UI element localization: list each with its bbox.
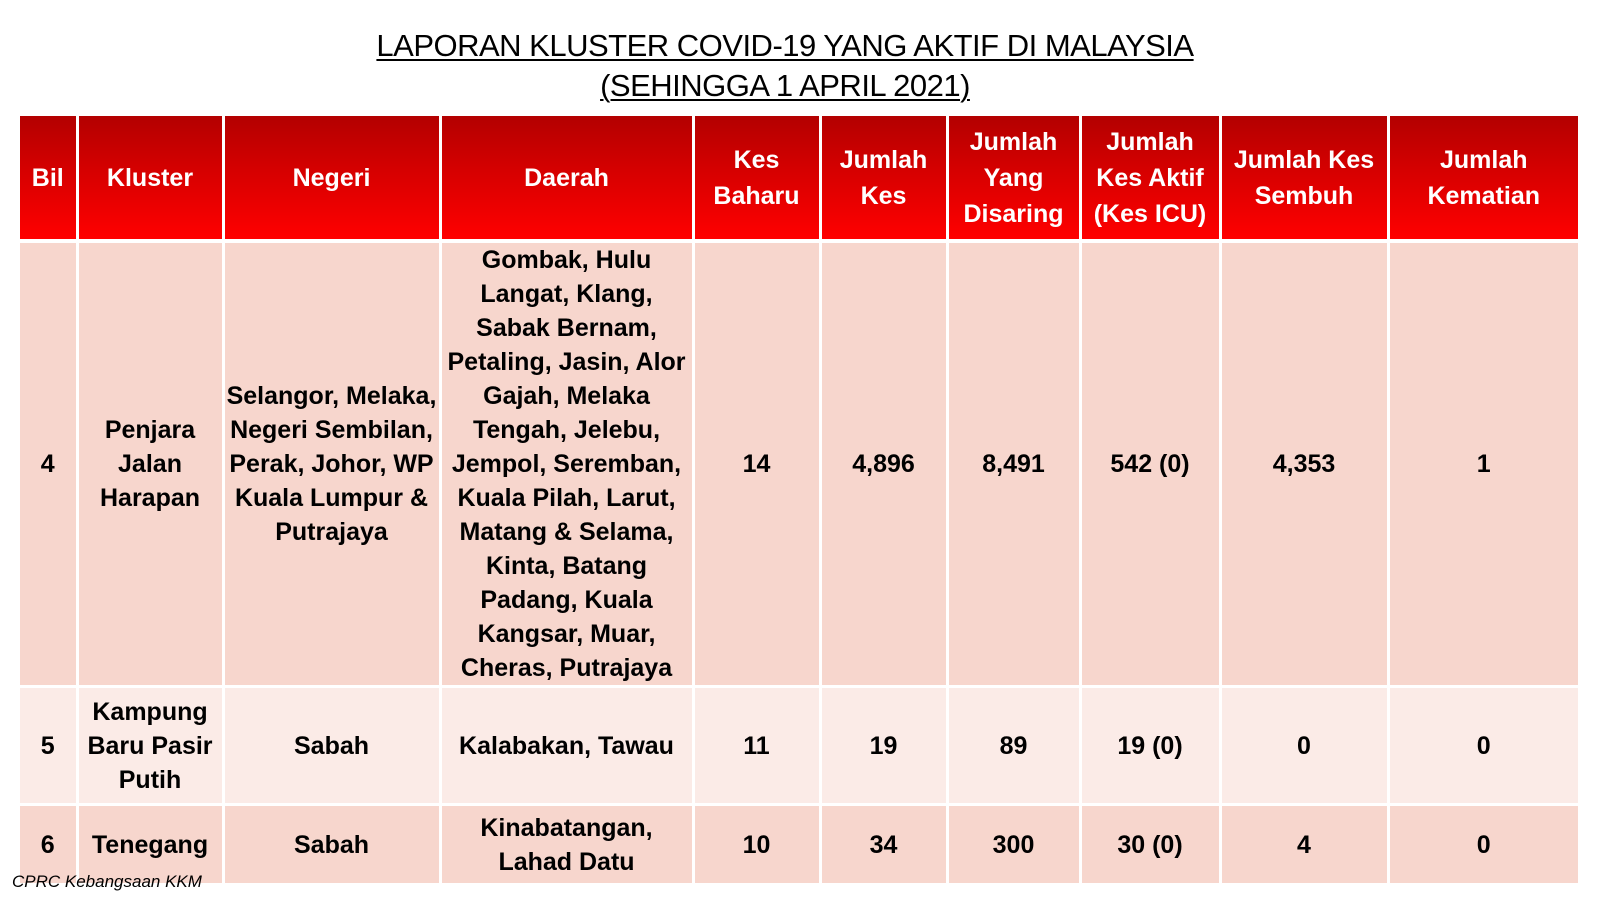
cell-kematian: 0	[1388, 805, 1578, 885]
header-jumlah-kes	[820, 116, 947, 241]
cell-jumlah-kes: 34	[820, 805, 947, 885]
table-header-row	[20, 116, 1578, 241]
cell-negeri: Sabah	[223, 687, 440, 805]
cell-kes-baharu: 11	[693, 687, 820, 805]
header-jumlah-disaring	[947, 116, 1080, 241]
cell-bil: 5	[20, 687, 77, 805]
cell-kes-baharu: 10	[693, 805, 820, 885]
cell-kluster	[77, 687, 223, 805]
cell-kluster-text: Kampung Baru Pasir Putih	[87, 697, 213, 794]
cell-daerah: Kinabatangan, Lahad Datu	[440, 805, 693, 885]
header-kes-baharu-text: Kes Baharu	[713, 145, 800, 210]
title-line-2: (SEHINGGA 1 APRIL 2021)	[600, 68, 970, 103]
table-row	[20, 805, 1578, 885]
header-kematian-text: Jumlah Kematian	[1427, 145, 1541, 210]
cell-jumlah-kes: 19	[820, 687, 947, 805]
cell-kluster-text: Penjara Jalan Harapan	[100, 416, 201, 512]
header-jumlah-disaring-text: Jumlah Yang Disaring	[963, 127, 1064, 228]
cell-jumlah-disaring: 300	[947, 805, 1080, 885]
cell-bil: 4	[20, 241, 77, 687]
cell-kematian: 0	[1388, 687, 1578, 805]
report-title	[0, 26, 1570, 106]
table-row	[20, 687, 1578, 805]
cell-kes-sembuh: 4,353	[1220, 241, 1388, 687]
cell-jumlah-disaring: 8,491	[947, 241, 1080, 687]
header-kematian	[1388, 116, 1578, 241]
header-kes-aktif	[1080, 116, 1220, 241]
cell-bil: 6	[20, 805, 77, 885]
cluster-table	[20, 116, 1578, 886]
header-negeri: Negeri	[223, 116, 440, 241]
cell-jumlah-disaring: 89	[947, 687, 1080, 805]
cell-kematian: 1	[1388, 241, 1578, 687]
cell-kes-baharu: 14	[693, 241, 820, 687]
cell-negeri: Selangor, Melaka, Negeri Sembilan, Perak, Johor, WP Kuala Lumpur & Putrajaya	[223, 241, 440, 687]
header-kes-sembuh-text: Jumlah Kes Sembuh	[1233, 145, 1375, 210]
cell-daerah: Kalabakan, Tawau	[440, 687, 693, 805]
header-bil: Bil	[20, 116, 77, 241]
cell-kluster: Tenegang	[77, 805, 223, 885]
title-line-1: LAPORAN KLUSTER COVID-19 YANG AKTIF DI MALAYSIA	[376, 28, 1194, 63]
header-kes-baharu	[693, 116, 820, 241]
table-row	[20, 241, 1578, 687]
header-kluster: Kluster	[77, 116, 223, 241]
cell-kluster	[77, 241, 223, 687]
cell-kes-aktif: 19 (0)	[1080, 687, 1220, 805]
cell-kes-aktif: 30 (0)	[1080, 805, 1220, 885]
cell-kes-aktif: 542 (0)	[1080, 241, 1220, 687]
header-kes-sembuh	[1220, 116, 1388, 241]
source-note: CPRC Kebangsaan KKM	[12, 872, 202, 891]
cell-kes-sembuh: 4	[1220, 805, 1388, 885]
header-daerah: Daerah	[440, 116, 693, 241]
cell-kes-sembuh: 0	[1220, 687, 1388, 805]
header-kes-aktif-text: Jumlah Kes Aktif (Kes ICU)	[1093, 127, 1207, 228]
cell-jumlah-kes: 4,896	[820, 241, 947, 687]
cell-negeri: Sabah	[223, 805, 440, 885]
header-jumlah-kes-text: Jumlah Kes	[839, 145, 928, 210]
cell-daerah: Gombak, Hulu Langat, Klang, Sabak Bernam, Petaling, Jasin, Alor Gajah, Melaka Tengah, Jelebu, Jempol, Seremban, Kuala Pilah, Larut, Matang & Selama, Kinta, Batang Padang, Kuala Kangsar, Muar, Cheras, Putrajaya	[440, 241, 693, 687]
